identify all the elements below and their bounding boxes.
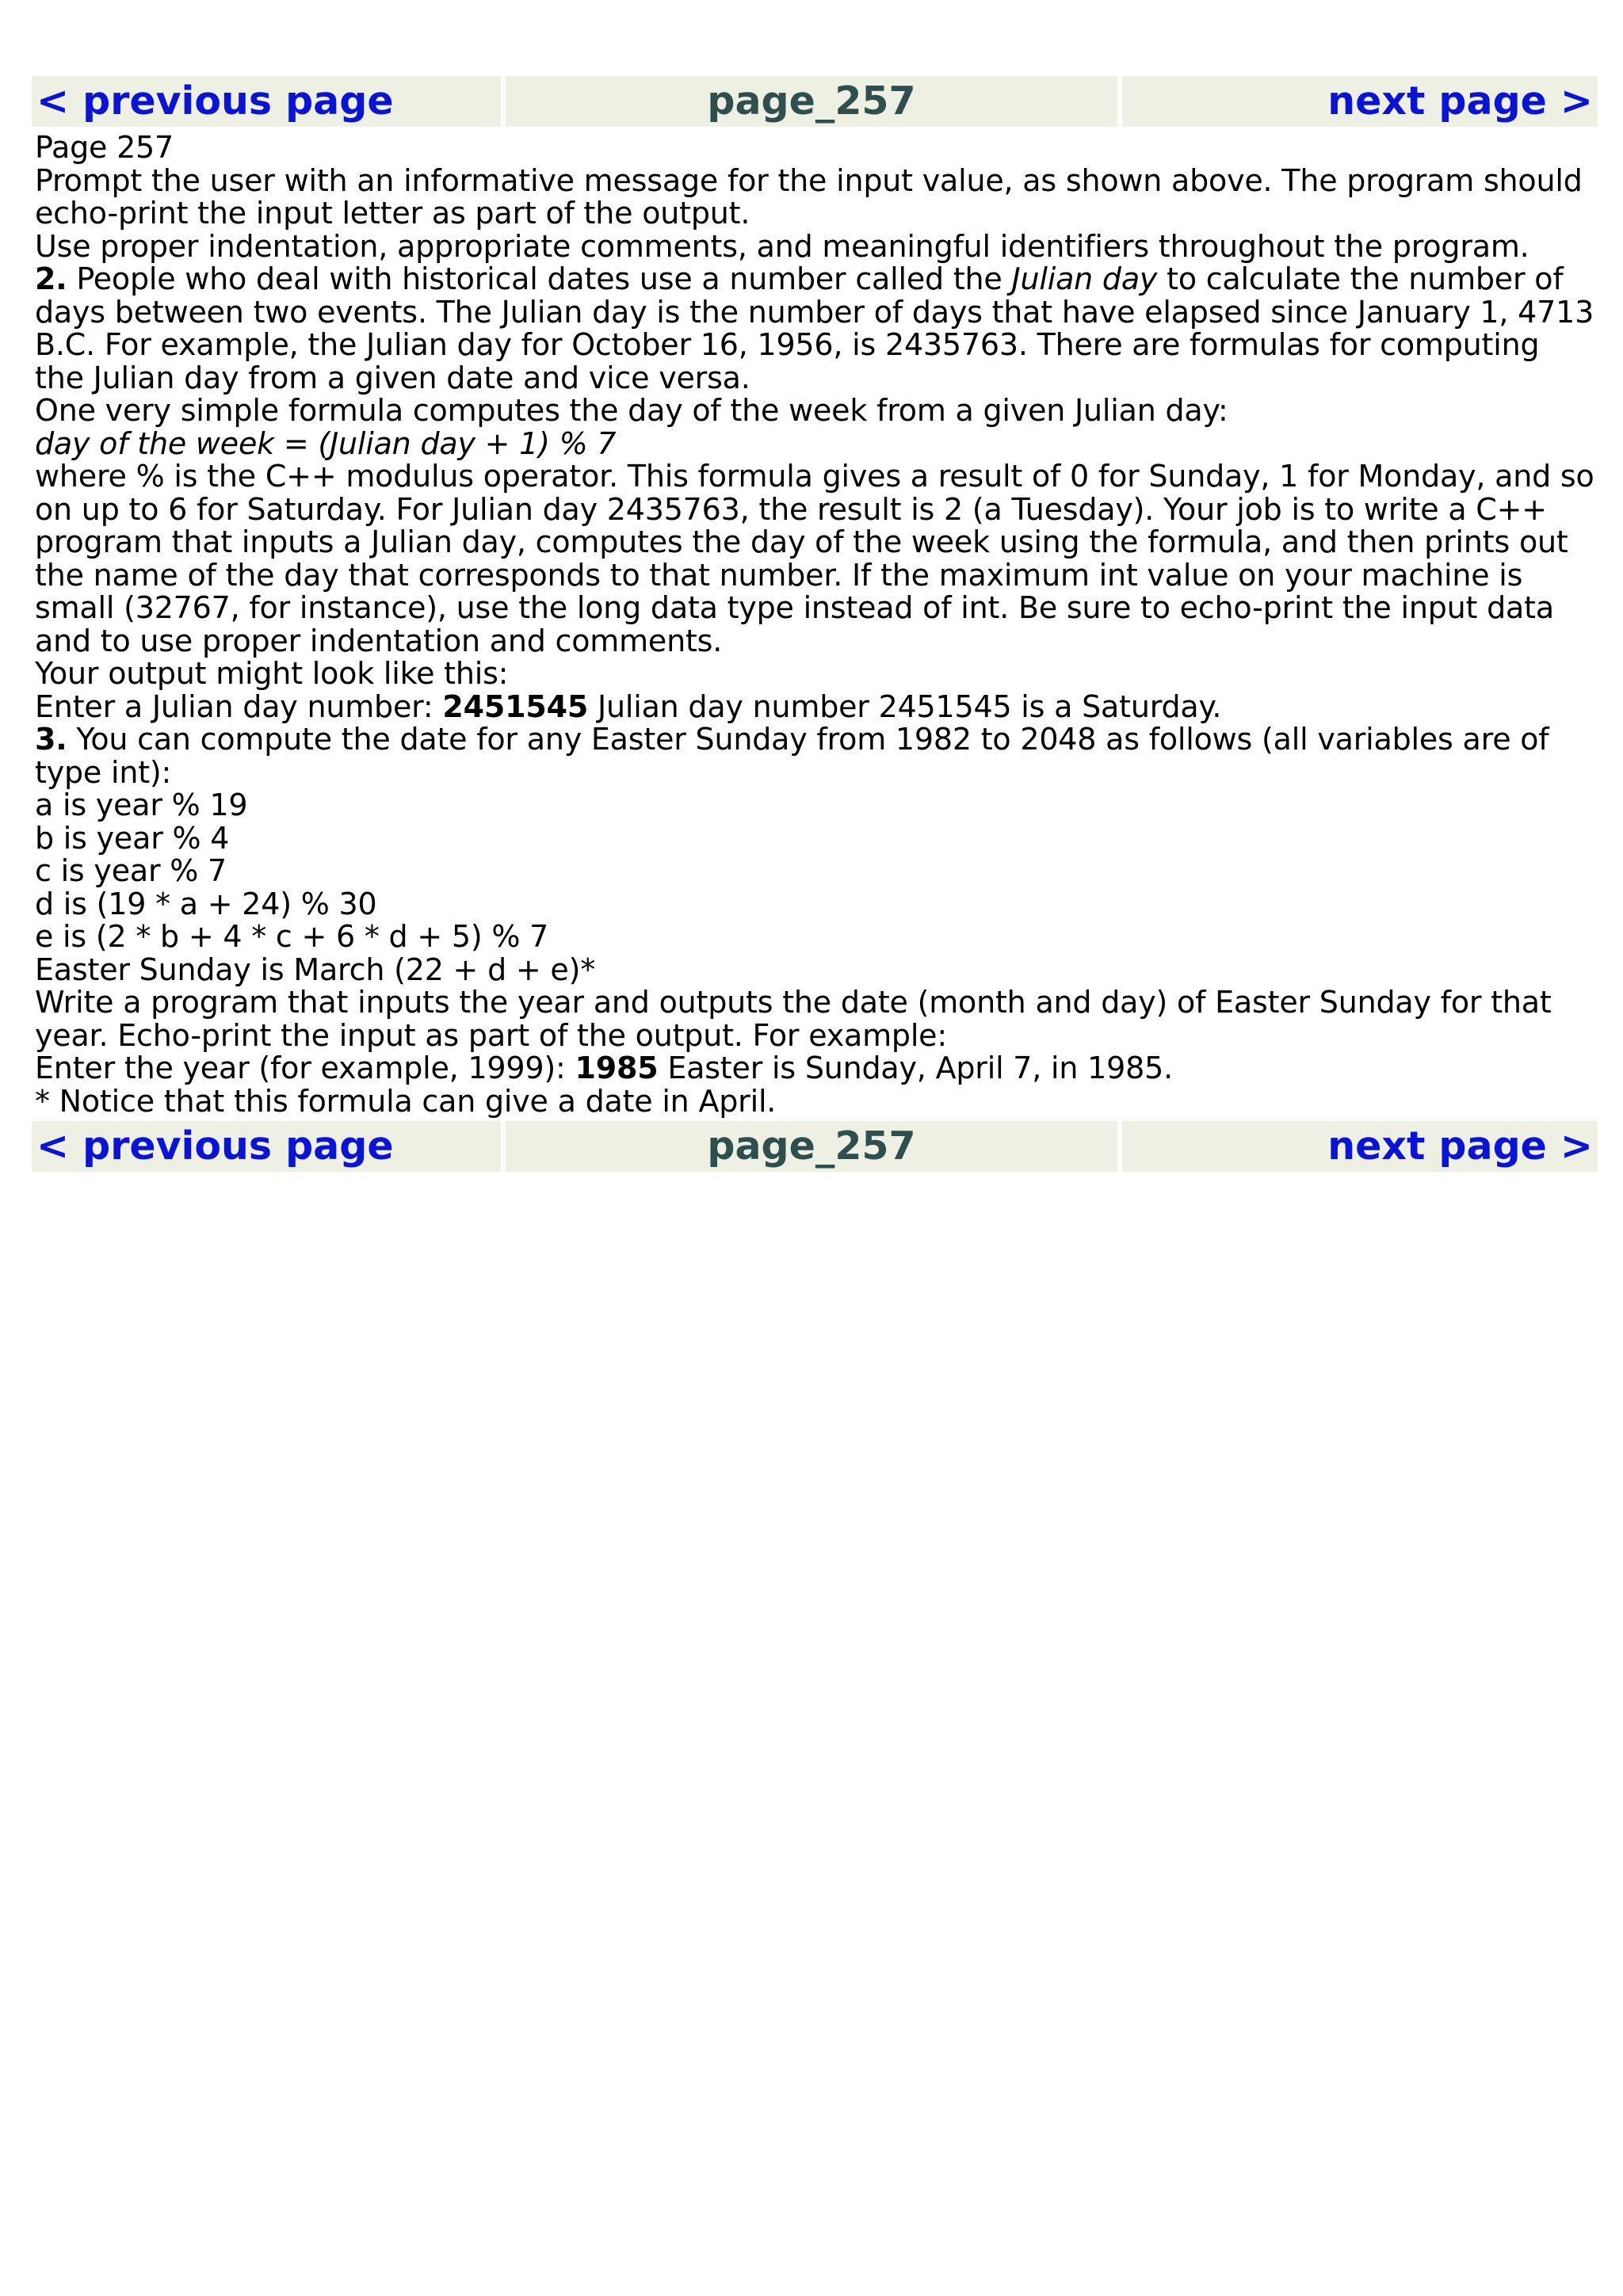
- exercise-2-text-b: to calculate the number of days between two events. The Julian day is the number of days that have elapsed since January 1, 4713 B.C. For example, the Julian day for October 16, 1956, is 2435763. There are formulas for computing the Julian day from a given date and vice versa.: [35, 261, 1594, 395]
- top-navigation-bar: [32, 76, 1598, 127]
- next-page-link[interactable]: next page >: [1122, 1121, 1598, 1172]
- sample2-prompt: Enter the year (for example, 1999):: [35, 1051, 575, 1085]
- exercise-2-text-a: People who deal with historical dates use a number called the: [67, 261, 1012, 296]
- sample2-output: Easter is Sunday, April 7, in 1985.: [658, 1051, 1173, 1085]
- day-of-week-formula: [35, 425, 1594, 461]
- sample-output-julian: [35, 688, 1594, 724]
- sample1-input: 2451545: [442, 688, 589, 724]
- page-content: [32, 127, 1598, 1121]
- easter-formula-line: Easter Sunday is March (22 + d + e)*: [35, 952, 595, 987]
- easter-formula-line: e is (2 * b + 4 * c + 6 * d + 5) % 7: [35, 919, 549, 954]
- exercise-2-number: 2.: [35, 261, 67, 296]
- previous-page-link[interactable]: < previous page: [32, 1121, 501, 1172]
- exercise-3-number: 3.: [35, 722, 67, 757]
- paragraph-prompt-user: Prompt the user with an informative message for the input value, as shown above. The program should echo-print the input letter as part of the output.: [35, 162, 1583, 231]
- page-label: page_257: [506, 76, 1117, 127]
- sample1-output: Julian day number 2451545 is a Saturday.: [588, 688, 1222, 724]
- julian-day-term: Julian day: [1011, 261, 1158, 296]
- exercise-2-paragraph: [35, 263, 1594, 395]
- paragraph-formula-intro: One very simple formula computes the day of the week from a given Julian day:: [35, 393, 1228, 428]
- exercise-3-text: You can compute the date for any Easter Sunday from 1982 to 2048 as follows (all variables are of type int):: [35, 722, 1549, 790]
- page-label: page_257: [506, 1121, 1117, 1172]
- easter-formula-line: c is year % 7: [35, 853, 227, 888]
- paragraph-indentation: Use proper indentation, appropriate comments, and meaningful identifiers throughout the program.: [35, 228, 1529, 264]
- sample2-input: 1985: [575, 1051, 659, 1085]
- paragraph-formula-explanation: where % is the C++ modulus operator. This formula gives a result of 0 for Sunday, 1 for Monday, and so on up to 6 for Saturday. For Julian day 2435763, the result is 2 (a Tuesday). Your job is to write a C++ program that inputs a Julian day, computes the day of the week using the formula, and then prints out the name of the day that corresponds to that number. If the maximum int value on your machine is small (32767, for instance), use the long data type instead of int. Be sure to echo-print the input data and to use proper indentation and comments.: [35, 459, 1594, 658]
- footnote: * Notice that this formula can give a date in April.: [35, 1083, 777, 1119]
- paragraph-output-intro: Your output might look like this:: [35, 656, 509, 691]
- sample1-prompt: Enter a Julian day number:: [35, 688, 443, 724]
- easter-formula-line: a is year % 19: [35, 788, 248, 822]
- previous-page-link[interactable]: < previous page: [32, 76, 501, 127]
- exercise-3-paragraph: [35, 723, 1594, 789]
- next-page-link[interactable]: next page >: [1122, 76, 1598, 127]
- bottom-navigation-bar: [32, 1121, 1598, 1172]
- paragraph-write-program: Write a program that inputs the year and outputs the date (month and day) of Easter Sunday for that year. Echo-print the input as part of the output. For example:: [35, 985, 1552, 1053]
- easter-formula-line: b is year % 4: [35, 820, 230, 856]
- document-page: [32, 76, 1598, 1172]
- formula-text: day of the week = (Julian day + 1) % 7: [35, 425, 617, 461]
- sample-output-easter: [35, 1052, 1594, 1085]
- easter-formula-line: d is (19 * a + 24) % 30: [35, 886, 377, 921]
- page-heading: Page 257: [35, 130, 174, 165]
